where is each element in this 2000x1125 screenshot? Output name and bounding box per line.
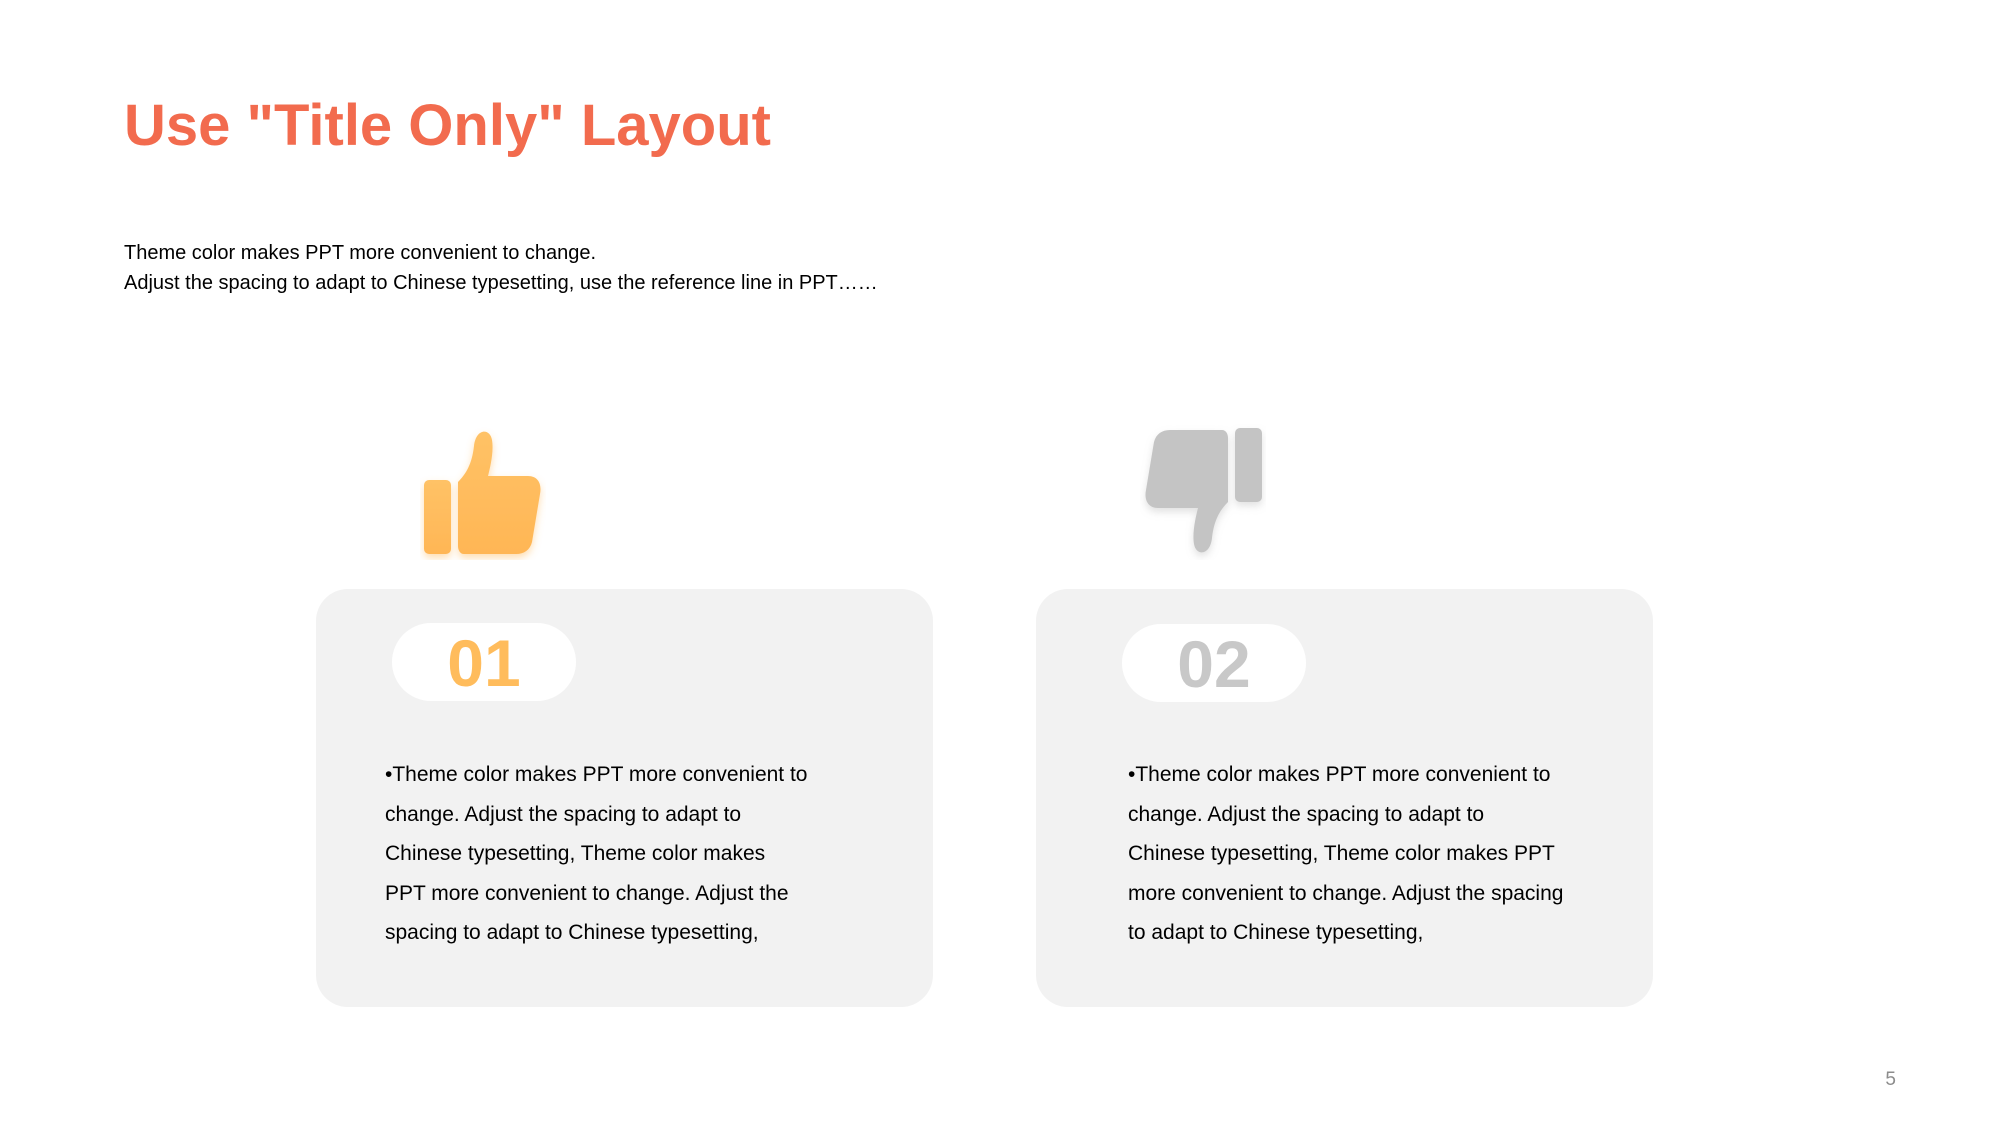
card-text-line: change. Adjust the spacing to adapt to [1128,802,1485,826]
card-text-line: •Theme color makes PPT more convenient to [385,763,808,786]
thumbs-down-icon [1140,424,1266,560]
card-positive [316,589,933,1007]
card-text-line: Chinese typesetting, Theme color makes PPT [1128,842,1555,865]
card-number-badge: 02 [1122,624,1306,702]
thumbs-up-icon [420,424,546,560]
card-negative [1036,589,1653,1007]
card-text-line: change. Adjust the spacing to adapt to [385,802,742,826]
subtitle-line: Adjust the spacing to adapt to Chinese typesetting, use the reference line in PPT…… [124,272,878,294]
card-text-line: Chinese typesetting, Theme color makes [385,842,766,865]
slide-title: Use "Title Only" Layout [124,93,771,158]
card-text-line: •Theme color makes PPT more convenient to [1128,763,1551,786]
card-text-line: to adapt to Chinese typesetting, [1128,921,1424,944]
card-text-line: spacing to adapt to Chinese typesetting, [385,921,759,944]
subtitle-line: Theme color makes PPT more convenient to change. [124,242,597,264]
card-text [1128,755,1598,953]
page-number: 5 [1885,1069,1896,1090]
card-text-line: PPT more convenient to change. Adjust the [385,881,789,905]
slide-subtitle [124,238,878,298]
card-text [385,755,855,953]
card-text-line: more convenient to change. Adjust the spacing [1128,881,1564,905]
card-number-badge: 01 [392,623,576,701]
